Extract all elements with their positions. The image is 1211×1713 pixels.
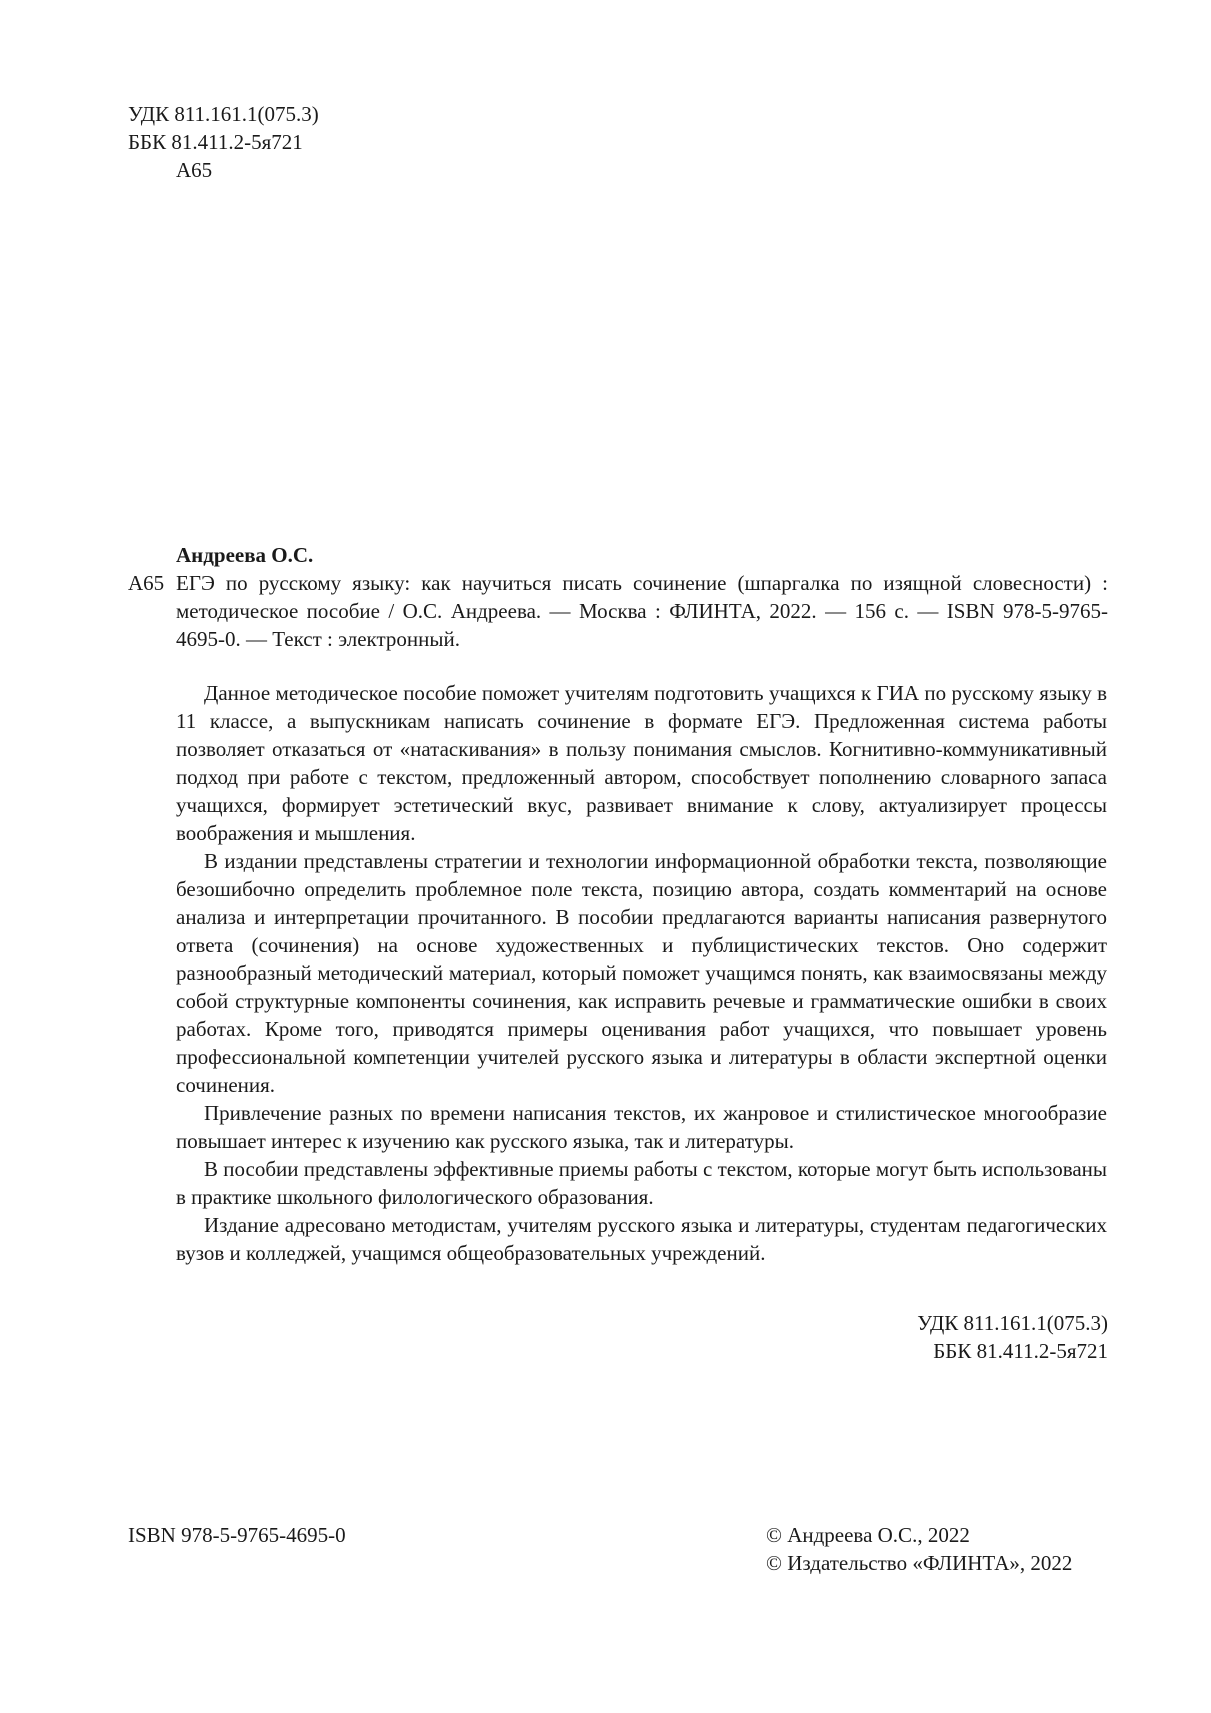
annotation-paragraph: В пособии представлены эффективные приемы работы с текстом, которые могут быть использованы в практике школьного филологического образования. xyxy=(176,1157,1107,1209)
copyright-block xyxy=(766,1521,1072,1577)
copyright-publisher: © Издательство «ФЛИНТА», 2022 xyxy=(766,1551,1073,1575)
top-classification-block xyxy=(128,100,319,184)
annotation-paragraph: В издании представлены стратегии и технологии информационной обработки текста, позволяющие безошибочно определить проблемное поле текста, позицию автора, создать комментарий на основе анализа и интерпретации прочитанного. В пособии предлагаются варианты написания развернутого ответа (сочинения) на основе художественных и публицистических текстов. Оно содержит разнообразный методический материал, который поможет учащимся понять, как взаимосвязаны между собой структурные компоненты сочинения, как исправить речевые и грамматические ошибки в своих работах. Кроме того, приводятся примеры оценивания работ учащихся, что повышает уровень профессиональной компетенции учителей русского языка и литературы в области экспертной оценки сочинения. xyxy=(176,849,1107,1097)
record-description: ЕГЭ по русскому языку: как научиться писать сочинение (шпаргалка по изящной словесности) : методическое пособие / О.С. Андреева. — Москва : ФЛИНТА, 2022. — 156 с. — ISBN 978-5-9765-4695-0. — Текст : электронный. xyxy=(176,571,1108,651)
annotation-paragraph: Привлечение разных по времени написания текстов, их жанровое и стилистическое многообразие повышает интерес к изучению как русского языка, так и литературы. xyxy=(176,1101,1107,1153)
record-author: Андреева О.С. xyxy=(176,543,314,567)
bbk-code: ББК 81.411.2-5я721 xyxy=(933,1339,1108,1363)
record-body xyxy=(128,569,1108,653)
isbn-number: ISBN 978-5-9765-4695-0 xyxy=(128,1523,346,1547)
copyright-author: © Андреева О.С., 2022 xyxy=(766,1523,970,1547)
author-sign: А65 xyxy=(176,158,213,182)
annotation-paragraph: Издание адресовано методистам, учителям русского языка и литературы, студентам педагогических вузов и колледжей, учащимся общеобразовательных учреждений. xyxy=(176,1213,1107,1265)
bibliographic-record xyxy=(128,541,1108,653)
annotation xyxy=(176,679,1107,1267)
udk-code: УДК 811.161.1(075.3) xyxy=(128,102,319,126)
bbk-code: ББК 81.411.2-5я721 xyxy=(128,130,303,154)
record-sign: А65 xyxy=(128,571,165,595)
bottom-classification-block xyxy=(917,1309,1108,1365)
annotation-paragraph: Данное методическое пособие поможет учителям подготовить учащихся к ГИА по русскому языку в 11 классе, а выпускникам написать сочинение в формате ЕГЭ. Предложенная система работы позволяет отказаться от «натаскивания» в пользу понимания смыслов. Когнитивно-коммуникативный подход при работе с текстом, предложенный автором, способствует пополнению словарного запаса учащихся, формирует эстетический вкус, развивает внимание к слову, актуализирует процессы воображения и мышления. xyxy=(176,681,1107,845)
udk-code: УДК 811.161.1(075.3) xyxy=(917,1311,1108,1335)
